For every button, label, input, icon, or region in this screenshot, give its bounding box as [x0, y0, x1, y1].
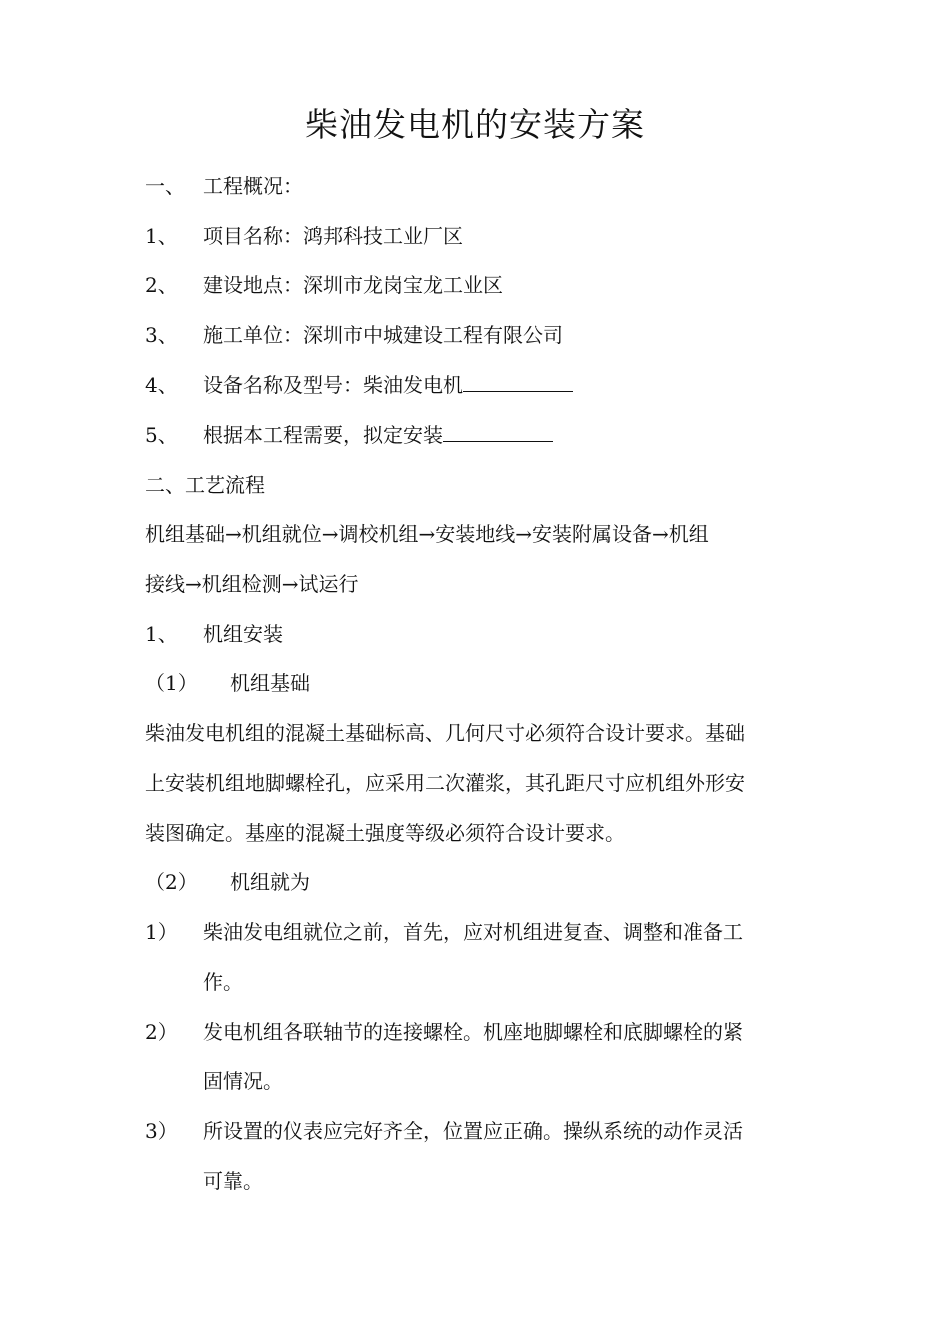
paragraph-heading [145, 668, 310, 698]
step-number: 1） [145, 920, 178, 944]
section-process-heading: 二、工艺流程 [145, 473, 265, 497]
item-text: 设备名称及型号：柴油发电机 [203, 373, 463, 397]
step-text: 柴油发电组就位之前，首先，应对机组进复查、调整和准备工 [203, 920, 743, 944]
section-heading-text: 工程概况： [203, 174, 303, 198]
step-item [145, 1116, 743, 1146]
step-continuation: 可靠。 [203, 1169, 263, 1193]
subsection-heading-text: 机组安装 [203, 622, 283, 646]
item-text: 建设地点：深圳市龙岗宝龙工业区 [203, 273, 503, 297]
item-number: 2、 [145, 273, 178, 297]
paragraph-number: （1） [145, 671, 198, 695]
list-item [145, 320, 563, 350]
subsection-number: 1、 [145, 622, 178, 646]
item-number: 3、 [145, 323, 178, 347]
item-text: 根据本工程需要，拟定安装 [203, 423, 443, 447]
step-number: 2） [145, 1020, 178, 1044]
item-text: 项目名称：鸿邦科技工业厂区 [203, 224, 463, 248]
step-item [145, 917, 743, 947]
process-flow-line: 机组基础→机组就位→调校机组→安装地线→安装附属设备→机组 [145, 522, 709, 546]
paragraph-line: 上安装机组地脚螺栓孔，应采用二次灌浆，其孔距尺寸应机组外形安 [145, 771, 745, 795]
fill-in-blank [443, 423, 553, 442]
paragraph-number: （2） [145, 870, 198, 894]
paragraph-line: 柴油发电机组的混凝土基础标高、几何尺寸必须符合设计要求。基础 [145, 721, 745, 745]
item-number: 4、 [145, 373, 178, 397]
item-number: 5、 [145, 423, 178, 447]
document-title: 柴油发电机的安装方案 [305, 105, 645, 144]
paragraph-heading-text: 机组基础 [230, 671, 310, 695]
item-number: 1、 [145, 224, 178, 248]
step-number: 3） [145, 1119, 178, 1143]
step-continuation: 作。 [203, 970, 243, 994]
paragraph-line: 装图确定。基座的混凝土强度等级必须符合设计要求。 [145, 821, 625, 845]
step-continuation: 固情况。 [203, 1069, 283, 1093]
process-flow-line: 接线→机组检测→试运行 [145, 572, 359, 596]
section-overview-heading [145, 171, 303, 201]
list-item [145, 370, 573, 400]
item-text: 施工单位：深圳市中城建设工程有限公司 [203, 323, 563, 347]
section-number: 一、 [145, 174, 185, 198]
list-item [145, 270, 503, 300]
step-text: 发电机组各联轴节的连接螺栓。机座地脚螺栓和底脚螺栓的紧 [203, 1020, 743, 1044]
list-item [145, 221, 463, 251]
step-text: 所设置的仪表应完好齐全，位置应正确。操纵系统的动作灵活 [203, 1119, 743, 1143]
fill-in-blank [463, 373, 573, 392]
step-item [145, 1017, 743, 1047]
paragraph-heading-text: 机组就为 [230, 870, 310, 894]
list-item [145, 420, 553, 450]
paragraph-heading [145, 867, 310, 897]
subsection-heading [145, 619, 283, 649]
